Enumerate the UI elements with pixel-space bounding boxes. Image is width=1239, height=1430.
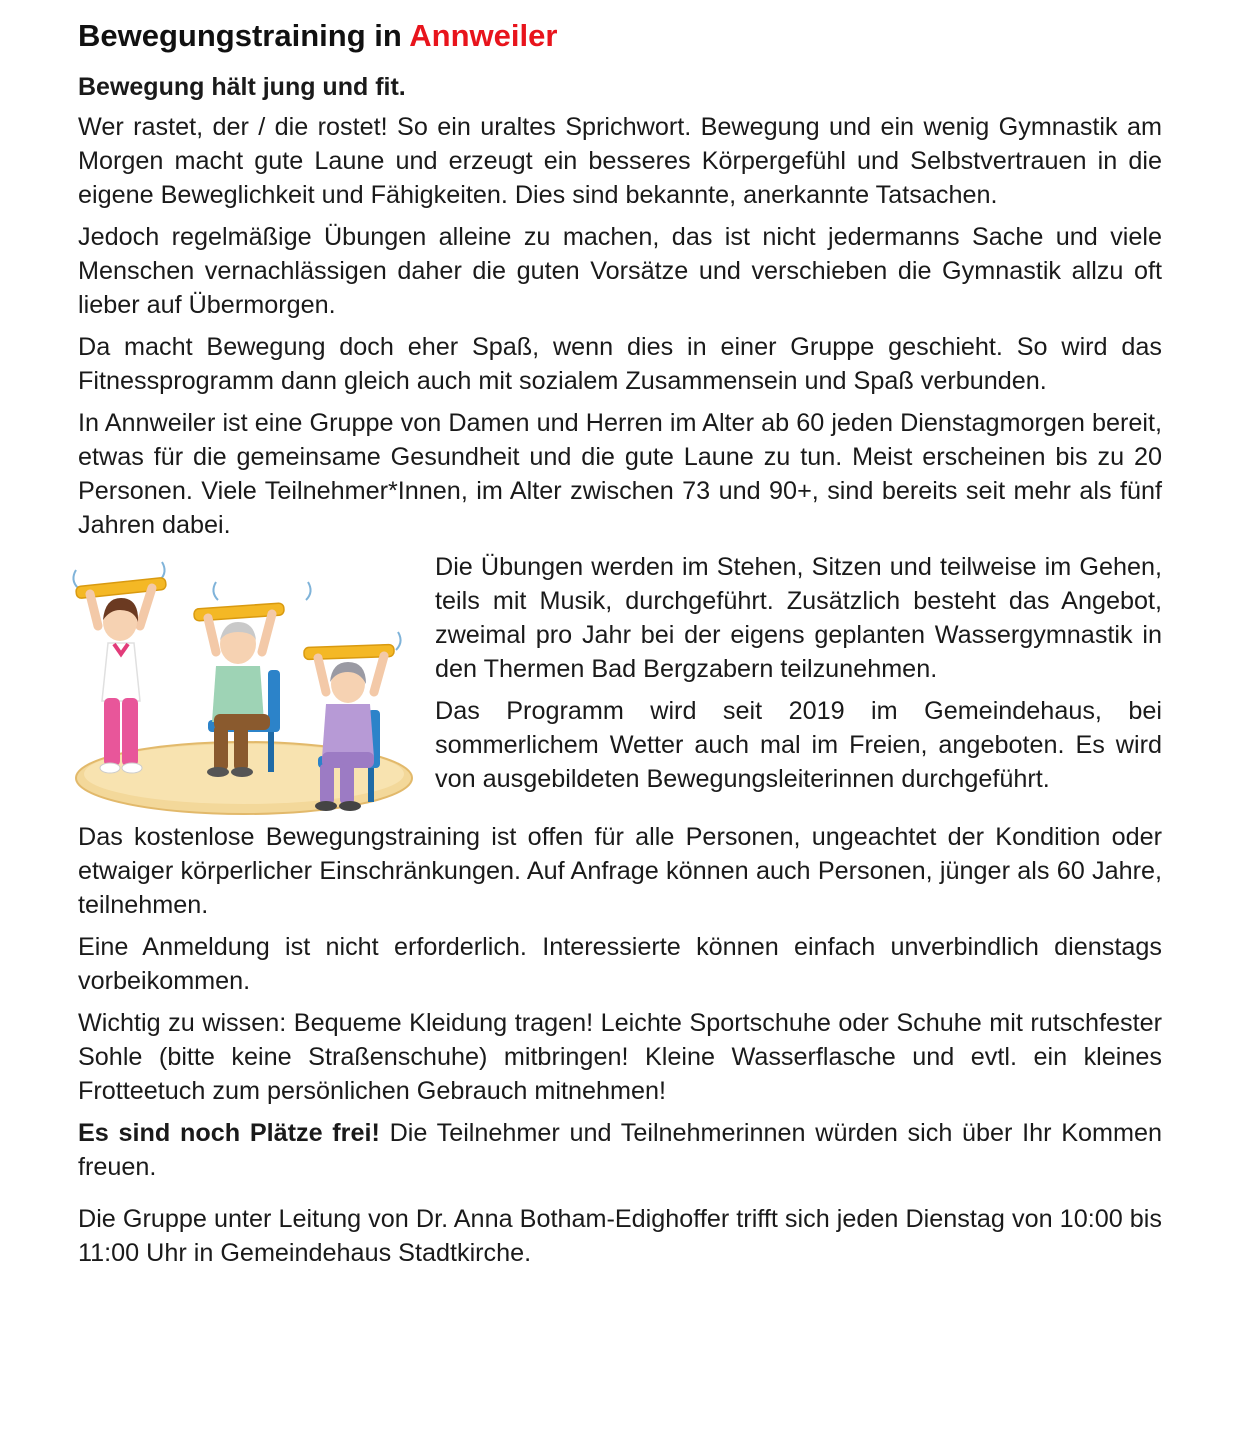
- paragraph-10-rest: Die Teilnehmer und Teilnehmerinnen würden sich über Ihr Kommen freuen.: [78, 1119, 1162, 1181]
- title-prefix: Bewegungstraining in: [78, 18, 410, 53]
- paragraph-10: [78, 1116, 1162, 1184]
- paragraph-11: Die Gruppe unter Leitung von Dr. Anna Botham-Edighoffer trifft sich jeden Dienstag von 10:00 bis 11:00 Uhr in Gemeindehaus Stadtkirche.: [78, 1205, 1162, 1267]
- gymnastics-illustration: [68, 560, 420, 820]
- paragraph-7: Das kostenlose Bewegungstraining ist offen für alle Personen, ungeachtet der Kondition oder etwaiger körperlicher Einschränkungen. Auf Anfrage können auch Personen, jünger als 60 Jahre, teilnehmen.: [78, 823, 1162, 919]
- paragraph-5: Die Übungen werden im Stehen, Sitzen und teilweise im Gehen, teils mit Musik, durchgeführt. Zusätzlich besteht das Angebot, zweimal pro Jahr bei der eigens geplanten Wassergymnastik in den Thermen Bad Bergzabern teilzunehmen.: [435, 553, 1162, 683]
- document-page: [78, 14, 1162, 1278]
- subtitle: Bewegung hält jung und fit.: [78, 73, 406, 101]
- paragraph-2: Jedoch regelmäßige Übungen alleine zu machen, das ist nicht jedermanns Sache und viele Menschen vernachlässigen daher die guten Vorsätze und verschieben die Gymnastik allzu oft lieber auf Übermorgen.: [78, 223, 1162, 319]
- paragraph-4: In Annweiler ist eine Gruppe von Damen und Herren im Alter ab 60 jeden Dienstagmorgen bereit, etwas für die gemeinsame Gesundheit und die gute Laune zu tun. Meist erscheinen bis zu 20 Personen. Viele Teilnehmer*Innen, im Alter zwischen 73 und 90+, sind bereits seit mehr als fünf Jahren dabei.: [78, 409, 1162, 539]
- paragraph-3: Da macht Bewegung doch eher Spaß, wenn dies in einer Gruppe geschieht. So wird das Fitnessprogramm dann gleich auch mit sozialem Zusammensein und Spaß verbunden.: [78, 333, 1162, 395]
- page-title: [78, 14, 1162, 58]
- title-place: Annweiler: [409, 18, 558, 53]
- paragraph-1: Wer rastet, der / die rostet! So ein uraltes Sprichwort. Bewegung und ein wenig Gymnastik am Morgen macht gute Laune und erzeugt ein besseres Körpergefühl und Selbstvertrauen in die eigene Beweglichkeit und Fähigkeiten. Dies sind bekannte, anerkannte Tatsachen.: [78, 113, 1162, 209]
- illustrated-section: [78, 550, 1162, 820]
- illustrated-section-text: [435, 550, 1162, 804]
- paragraph-6: Das Programm wird seit 2019 im Gemeindehaus, bei sommerlichem Wetter auch mal im Freien, angeboten. Es wird von ausgebildeten Bewegungsleiterinnen durchgeführt.: [435, 697, 1162, 793]
- places-available: Es sind noch Plätze frei!: [78, 1119, 380, 1147]
- paragraph-8: Eine Anmeldung ist nicht erforderlich. Interessierte können einfach unverbindlich dienstags vorbeikommen.: [78, 933, 1162, 995]
- paragraph-9: Wichtig zu wissen: Bequeme Kleidung tragen! Leichte Sportschuhe oder Schuhe mit rutschfester Sohle (bitte keine Straßenschuhe) mitbringen! Kleine Wasserflasche und evtl. ein kleines Frotteetuch zum persönlichen Gebrauch mitnehmen!: [78, 1009, 1162, 1105]
